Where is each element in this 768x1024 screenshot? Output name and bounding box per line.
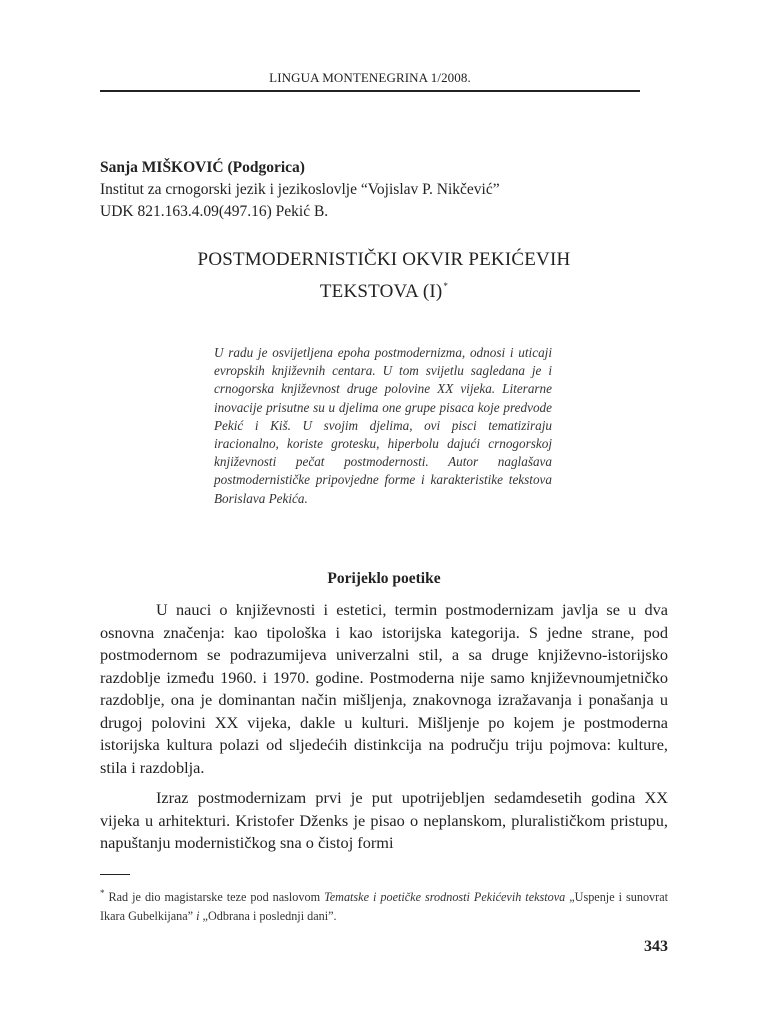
footnote-suffix: „Odbrana i poslednji dani”. bbox=[199, 909, 337, 923]
page-number: 343 bbox=[644, 938, 668, 955]
abstract: U radu je osvijetljena epoha postmodernizma, odnosi i uticaji evropskih književnih centara. U tom svijetlu sagledana je i crnogorska književnost druge polovine XX vijeka. Literarne inovacije prisutne su u djelima one grupe pisaca koje predvode Pekić i Kiš. U svojim djelima, ovi pisci tematiziraju iracionalno, koriste grotesku, hiperbolu dajući crnogorskoj književnosti pečat postmodernosti. Autor naglašava postmodernističke pripovjedne forme i karakteristike tekstova Borislava Pekića. bbox=[214, 345, 552, 506]
footnote-conjunction: i bbox=[196, 909, 200, 923]
footnote bbox=[100, 884, 668, 926]
body-paragraph-1: U nauci o književnosti i estetici, termin postmodernizam javlja se u dva osnovna značenja: kao tipološka i kao istorijska kategorija. S jedne strane, pod postmodernom se podrazumijeva univerzalni stil, a sa druge književno-istorijsko razdoblje između 1960. i 1970. godine. Postmoderna nije samo književnoumjetničko razdoblje, ona je dominantan način mišljenja, znakovnoga izražavanja i ponašanja u drugoj polovini XX vijeka, dakle u kulturi. Mišljenje po kojem je postmoderna istorijska kultura polazi od sljedećih distinkcija na području triju pojmova: kulture, stila i razdoblja. bbox=[100, 600, 668, 777]
author-institution: Institut za crnogorski jezik i jezikoslovlje “Vojislav P. Nikčević” bbox=[100, 181, 500, 198]
running-header: LINGUA MONTENEGRINA 1/2008. bbox=[269, 70, 471, 85]
title-footnote-mark[interactable]: * bbox=[443, 281, 449, 291]
footnote-prefix: Rad je dio magistarske teze pod naslovom bbox=[108, 890, 325, 904]
footnote-mark: * bbox=[100, 888, 105, 898]
author-name: Sanja MIŠKOVIĆ (Podgorica) bbox=[100, 159, 305, 176]
body-text bbox=[100, 599, 668, 863]
body-paragraph-2: Izraz postmodernizam prvi je put upotrijebljen sedamdesetih godina XX vijeka u arhitekturi. Kristofer Dženks je pisao o neplanskom, pluralističkom pristupu, napuštanju modernističkog sna o čistoj formi bbox=[100, 788, 668, 852]
header-rule bbox=[100, 90, 640, 92]
author-block bbox=[100, 157, 660, 223]
udk-classification: UDK 821.163.4.09(497.16) Pekić B. bbox=[100, 203, 329, 220]
title-line-2 bbox=[100, 273, 668, 305]
footnote-middle: „Uspenje i sunovrat Ikara Gubelkijana” bbox=[100, 890, 668, 923]
title-line-1: POSTMODERNISTIČKI OKVIR PEKIĆEVIH bbox=[197, 249, 571, 270]
footnote-rule bbox=[100, 874, 130, 875]
footnote-thesis-title: Tematske i poetičke srodnosti Pekićevih tekstova bbox=[324, 890, 566, 904]
title-line-2-text: TEKSTOVA (I) bbox=[319, 281, 443, 302]
article-title bbox=[100, 246, 668, 305]
section-heading: Porijeklo poetike bbox=[327, 570, 441, 587]
